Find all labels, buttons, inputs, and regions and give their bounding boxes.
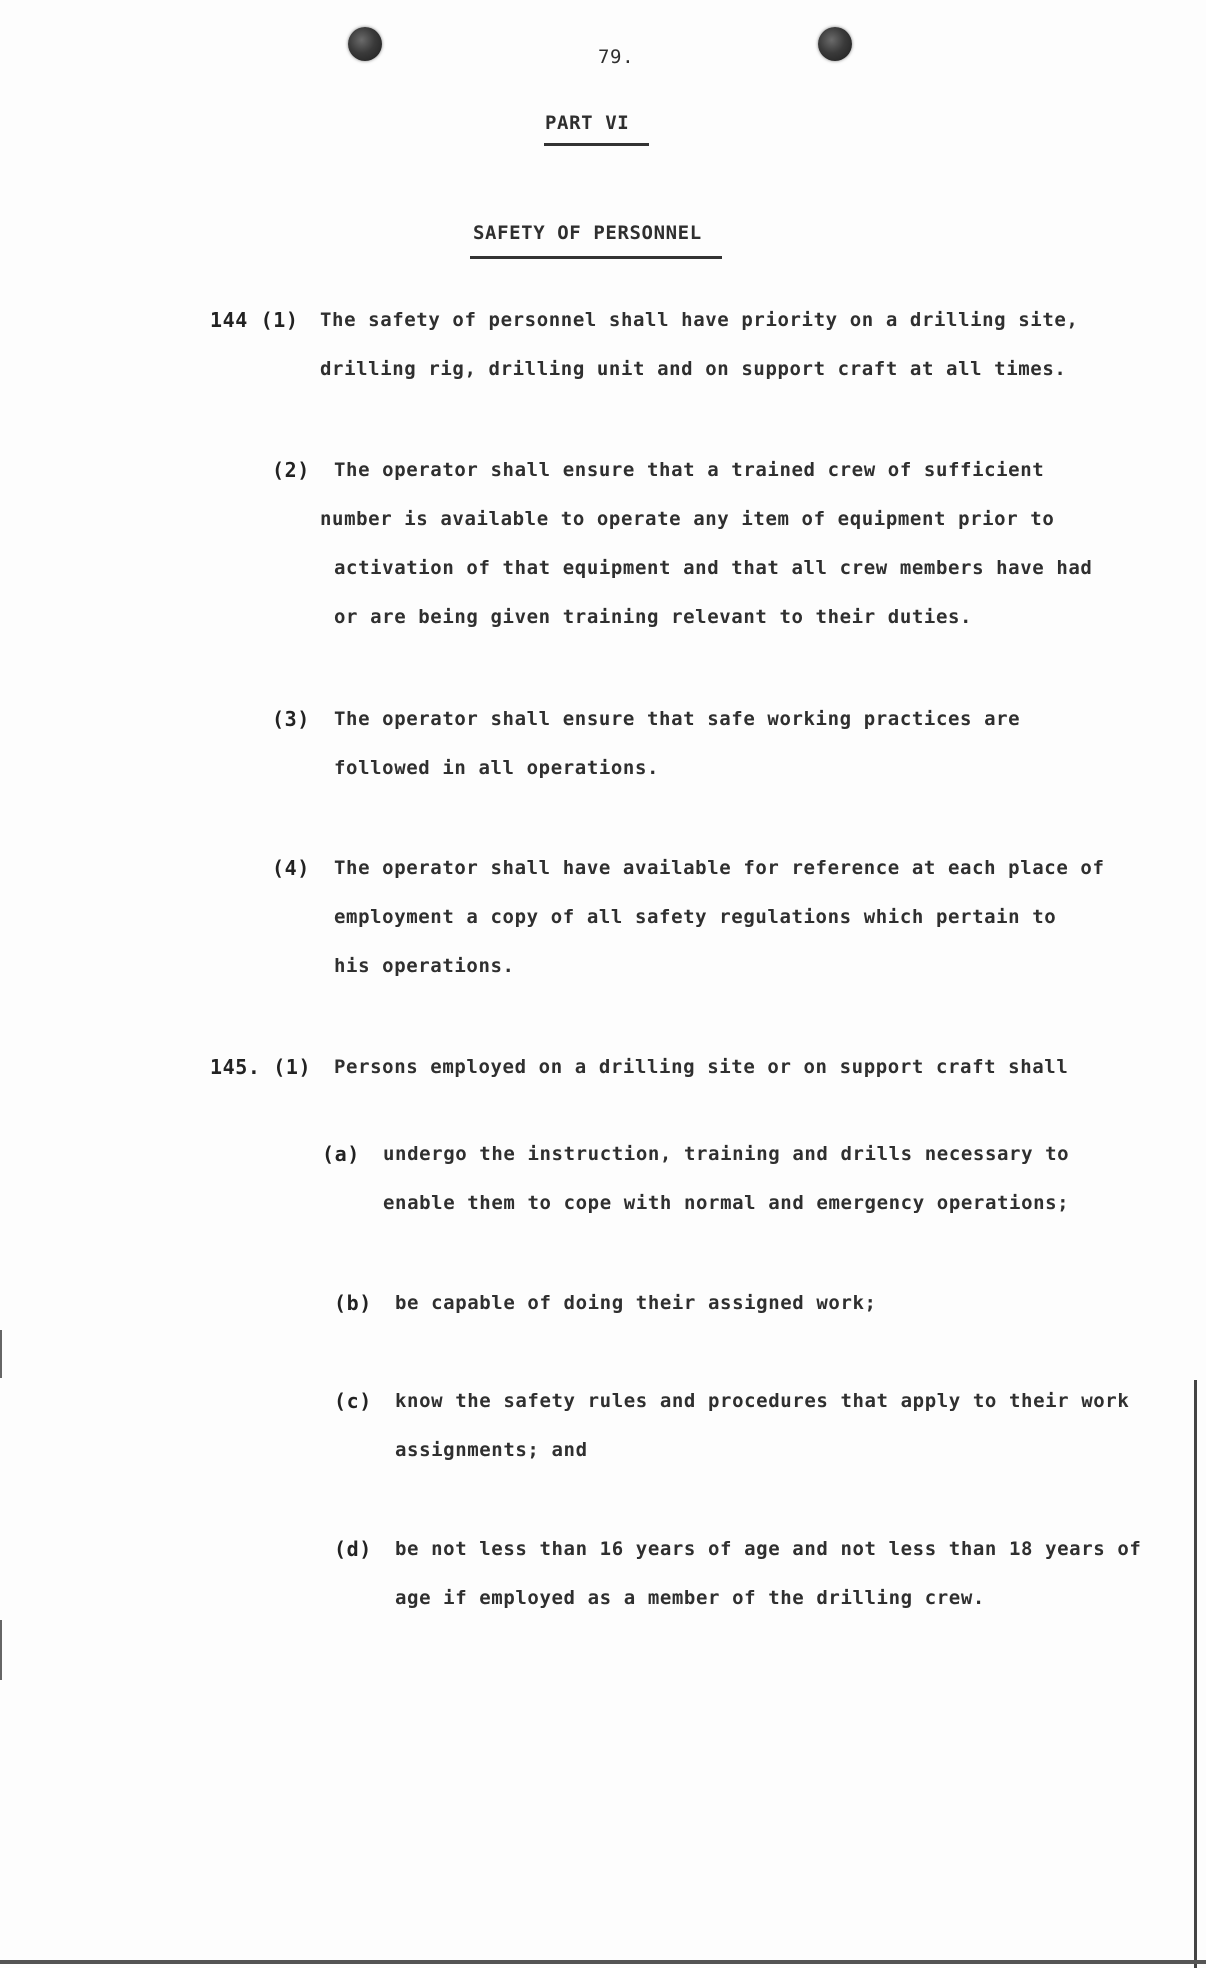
section-145-a-line-2: enable them to cope with normal and emergency operations;	[383, 1192, 1070, 1214]
section-145-b-label: (b)	[334, 1291, 372, 1315]
page-edge-bottom	[0, 1960, 1206, 1964]
section-145-intro: Persons employed on a drilling site or on support craft shall	[334, 1056, 1069, 1078]
section-144-number: 144 (1)	[210, 308, 299, 332]
section-heading-underline	[470, 256, 722, 259]
page-edge-right	[1194, 1380, 1197, 1968]
punch-hole-right	[818, 27, 852, 61]
section-144-3-line-1: The operator shall ensure that safe working practices are	[334, 708, 1021, 730]
scan-edge-mark	[0, 1620, 2, 1680]
section-144-1-line-2: drilling rig, drilling unit and on support craft at all times.	[320, 358, 1067, 380]
section-144-2-line-2: number is available to operate any item of equipment prior to	[320, 508, 1055, 530]
section-144-3-number: (3)	[272, 707, 310, 731]
section-145-c-line-2: assignments; and	[395, 1439, 588, 1461]
section-144-1-line-1: The safety of personnel shall have priority on a drilling site,	[320, 309, 1079, 331]
section-145-c-line-1: know the safety rules and procedures that apply to their work	[395, 1390, 1130, 1412]
section-144-4-line-3: his operations.	[334, 955, 515, 977]
section-144-4-number: (4)	[272, 856, 310, 880]
section-144-2-line-3: activation of that equipment and that all crew members have had	[334, 557, 1093, 579]
section-145-d-line-2: age if employed as a member of the drilling crew.	[395, 1587, 985, 1609]
section-heading: SAFETY OF PERSONNEL	[473, 222, 702, 244]
section-144-3-line-2: followed in all operations.	[334, 757, 660, 779]
scan-edge-mark	[0, 1330, 2, 1378]
page-number: 79.	[598, 46, 635, 68]
section-145-d-label: (d)	[334, 1537, 372, 1561]
part-heading-underline	[544, 143, 649, 146]
section-145-d-line-1: be not less than 16 years of age and not less than 18 years of	[395, 1538, 1142, 1560]
section-144-2-number: (2)	[272, 458, 310, 482]
section-145-b-line-1: be capable of doing their assigned work;	[395, 1292, 877, 1314]
section-145-a-line-1: undergo the instruction, training and drills necessary to	[383, 1143, 1070, 1165]
section-145-number: 145. (1)	[210, 1055, 312, 1079]
section-144-4-line-1: The operator shall have available for reference at each place of	[334, 857, 1105, 879]
part-heading: PART VI	[545, 112, 630, 134]
section-145-c-label: (c)	[334, 1389, 372, 1413]
section-144-2-line-4: or are being given training relevant to their duties.	[334, 606, 973, 628]
punch-hole-left	[348, 27, 382, 61]
section-145-a-label: (a)	[322, 1142, 360, 1166]
section-144-2-line-1: The operator shall ensure that a trained crew of sufficient	[334, 459, 1045, 481]
section-144-4-line-2: employment a copy of all safety regulations which pertain to	[334, 906, 1057, 928]
